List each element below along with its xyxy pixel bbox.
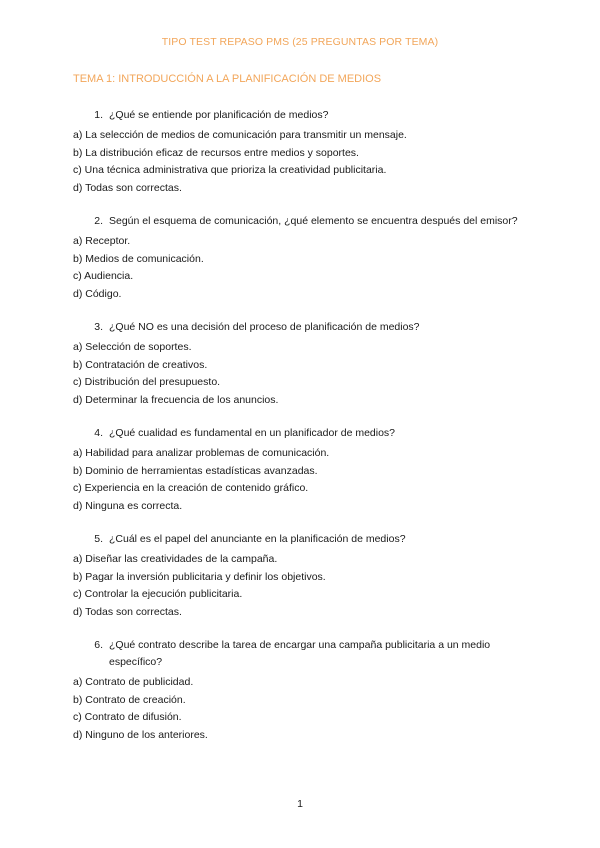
option-d: d) Determinar la frecuencia de los anuncios. bbox=[73, 393, 279, 406]
document-title: TIPO TEST REPASO PMS (25 PREGUNTAS POR TEMA) bbox=[161, 36, 439, 48]
option-a: a) Diseñar las creatividades de la campaña. bbox=[73, 553, 278, 565]
question-text: ¿Qué cualidad es fundamental en un planificador de medios? bbox=[109, 427, 396, 439]
question-1 bbox=[73, 107, 533, 197]
option-a: a) Receptor. bbox=[73, 235, 131, 247]
question-6 bbox=[73, 637, 533, 744]
option-c: c) Experiencia en la creación de contenido gráfico. bbox=[73, 482, 309, 494]
option-d: d) Código. bbox=[73, 287, 122, 300]
option-b: b) Dominio de herramientas estadísticas avanzadas. bbox=[73, 464, 318, 477]
option-b: b) Contratación de creativos. bbox=[73, 358, 208, 371]
section-heading: TEMA 1: INTRODUCCIÓN A LA PLANIFICACIÓN DE MEDIOS bbox=[73, 73, 382, 85]
question-text: ¿Qué NO es una decisión del proceso de planificación de medios? bbox=[109, 321, 420, 333]
question-number: 1. bbox=[94, 109, 103, 121]
question-stem bbox=[73, 425, 533, 442]
question-stem bbox=[73, 213, 533, 230]
question-number: 2. bbox=[94, 215, 103, 227]
question-number: 5. bbox=[94, 533, 103, 545]
question-text: ¿Qué se entiende por planificación de medios? bbox=[109, 109, 329, 121]
option-d: d) Todas son correctas. bbox=[73, 605, 182, 618]
option-a: a) Contrato de publicidad. bbox=[73, 676, 194, 688]
page-number: 1 bbox=[297, 798, 303, 810]
question-stem bbox=[73, 637, 533, 671]
question-5 bbox=[73, 531, 533, 621]
question-4 bbox=[73, 425, 533, 515]
option-c: c) Distribución del presupuesto. bbox=[73, 376, 221, 388]
question-stem bbox=[73, 531, 533, 548]
option-a: a) Selección de soportes. bbox=[73, 341, 192, 353]
question-list bbox=[73, 107, 533, 760]
option-c: c) Audiencia. bbox=[73, 270, 134, 282]
question-stem bbox=[73, 319, 533, 336]
option-d: d) Todas son correctas. bbox=[73, 181, 182, 194]
option-c: c) Una técnica administrativa que prioriza la creatividad publicitaria. bbox=[73, 164, 387, 176]
option-d: d) Ninguno de los anteriores. bbox=[73, 728, 208, 741]
option-c: c) Contrato de difusión. bbox=[73, 711, 182, 723]
question-number: 3. bbox=[94, 321, 103, 333]
question-number: 4. bbox=[94, 427, 103, 439]
question-3 bbox=[73, 319, 533, 409]
question-text: Según el esquema de comunicación, ¿qué elemento se encuentra después del emisor? bbox=[109, 215, 518, 227]
option-a: a) La selección de medios de comunicación para transmitir un mensaje. bbox=[73, 129, 407, 141]
question-stem bbox=[73, 107, 533, 124]
question-text: ¿Qué contrato describe la tarea de encargar una campaña publicitaria a un medio específico? bbox=[109, 639, 491, 668]
option-b: b) Pagar la inversión publicitaria y definir los objetivos. bbox=[73, 570, 326, 583]
option-c: c) Controlar la ejecución publicitaria. bbox=[73, 588, 243, 600]
question-2 bbox=[73, 213, 533, 303]
option-b: b) Contrato de creación. bbox=[73, 693, 186, 706]
question-number: 6. bbox=[94, 639, 103, 651]
option-b: b) La distribución eficaz de recursos entre medios y soportes. bbox=[73, 146, 359, 159]
option-a: a) Habilidad para analizar problemas de comunicación. bbox=[73, 447, 330, 459]
option-d: d) Ninguna es correcta. bbox=[73, 499, 183, 512]
option-b: b) Medios de comunicación. bbox=[73, 252, 204, 265]
question-text: ¿Cuál es el papel del anunciante en la planificación de medios? bbox=[109, 533, 406, 545]
